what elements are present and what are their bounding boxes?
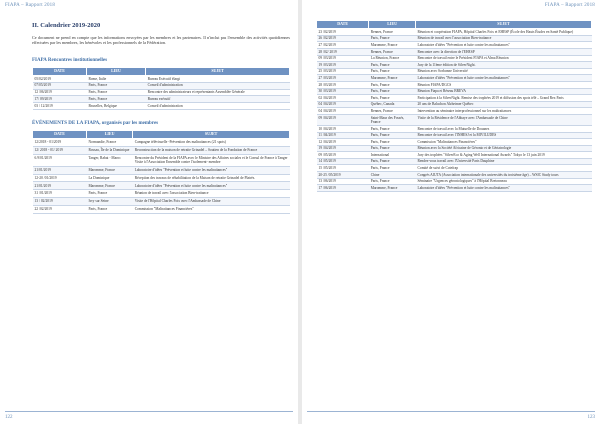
cell-place: Paris, France	[369, 165, 416, 172]
table-row	[33, 96, 290, 103]
cell-place: Paris, France	[369, 95, 416, 102]
table-row	[317, 75, 592, 82]
table-row	[33, 139, 290, 147]
table-row	[33, 174, 290, 182]
cell-place: Paris, France	[369, 125, 416, 132]
table-header-row	[33, 130, 290, 138]
table-row	[317, 114, 592, 125]
table-row	[317, 68, 592, 75]
table-row	[33, 154, 290, 166]
left-page-content	[32, 22, 290, 214]
cell-place: Paris, France	[86, 205, 132, 213]
cell-date: 02 /04/2019	[317, 95, 369, 102]
cell-date: 22 /02/2019	[33, 205, 87, 213]
cell-subject: Rencontre du Président de la FIAPA avec le Ministre des Affaires sociales et le Consul de France à Tanger Visite à l'Association Ensemble contre l'isolement- membre	[133, 154, 290, 166]
cell-date: 09 /04/2019	[317, 114, 369, 125]
cell-date: 27 /02/2019	[317, 42, 369, 49]
table-row	[317, 125, 592, 132]
cell-date: 05/02/2019	[33, 76, 87, 83]
table-row	[317, 165, 592, 172]
cell-date: 14 /05/2019	[317, 158, 369, 165]
cell-place: Paris, France	[369, 139, 416, 146]
cell-subject: Jury des trophées "SilverEco & Aging Well International Awards" Tokyo le 13 juin 2019	[416, 152, 592, 159]
cell-date: 12 /06/2019	[33, 89, 87, 96]
column-header-place: LIEU	[86, 130, 132, 138]
cell-date: 30 /03/2019	[317, 88, 369, 95]
cell-place: Tanger, Rabat - Maroc	[86, 154, 132, 166]
cell-place: Paris, France	[369, 62, 416, 69]
cell-subject: Réunion avec Sorbonne Université	[416, 68, 592, 75]
cell-place: Saint-Maur des Fossés, France	[369, 114, 416, 125]
cell-place: La Dominique	[86, 174, 132, 182]
calendar-rows	[317, 29, 592, 192]
cell-subject: Rencontre avec la direction de l'EHESP	[416, 48, 592, 55]
cell-date: 17 /06/2019	[317, 185, 369, 192]
cell-date: 31 /01/2019	[33, 190, 87, 198]
table-row	[317, 35, 592, 42]
cell-date: 07/05/2019	[33, 82, 87, 89]
cell-place: Maromme, France	[369, 185, 416, 192]
cell-subject: Réunion Fiapa et Réseau BREVA	[416, 88, 592, 95]
table-row	[33, 197, 290, 205]
cell-date: 10 /04/2019	[317, 125, 369, 132]
cell-place: Maromme, France	[86, 182, 132, 190]
cell-subject: Réunion de travail avec l'association Bien-traitance	[416, 35, 592, 42]
table-row	[317, 48, 592, 55]
right-page	[302, 0, 600, 424]
institutional-heading: FIAPA Rencontres institutionnelles	[32, 57, 108, 63]
cell-date: 11 /04/2019	[317, 132, 369, 139]
right-page-content	[316, 20, 592, 192]
running-header: FIAPA – Rapport 2018	[5, 3, 56, 8]
column-header-date: DATE	[317, 21, 369, 29]
table-row	[317, 178, 592, 185]
cell-place: Chine	[369, 172, 416, 179]
cell-subject: Bureau Exécutif élargi	[146, 76, 290, 83]
events-table	[32, 130, 290, 214]
cell-subject: Rencontre des administrateurs et représentants Assemblée Générale	[146, 89, 290, 96]
table-row	[33, 205, 290, 213]
table-row	[317, 42, 592, 49]
cell-subject: Rendez-vous travail avec l'Université Paris Dauphine	[416, 158, 592, 165]
table-row	[317, 145, 592, 152]
table-row	[33, 182, 290, 190]
table-row	[33, 76, 290, 83]
events-heading: ÉVÉNEMENTS DE LA FIAPA, organisés par les membres	[32, 120, 159, 126]
institutional-table	[32, 67, 290, 110]
table-row	[317, 132, 592, 139]
cell-subject: Congrès AIUTA (Association internationale des universités du troisième âge) – WSIC Study tours	[416, 172, 592, 179]
cell-subject: Réunion FIAPA/DGCS	[416, 81, 592, 88]
cell-subject: Rencontre de travail entre le Président FIAPA et Alma Réunion	[416, 55, 592, 62]
cell-date: 12-20 /01/2019	[33, 174, 87, 182]
intro-paragraph: Ce document ne prend en compte que les informations envoyées par les membres et les partenaires. Il n'inclut pas l'ensemble des activités quotidiennes effectuées par les membres, les bénévoles et les professionnels de la Fédération.	[32, 35, 290, 46]
column-header-place: LIEU	[86, 67, 145, 75]
cell-date: 26 /02/2019	[317, 35, 369, 42]
footer-rule	[5, 411, 293, 412]
column-header-subject: SUJET	[146, 67, 290, 75]
cell-date: 15 /05/2019	[317, 165, 369, 172]
cell-place: Normandie, France	[86, 139, 132, 147]
cell-subject: 20 ans de Baluchon Alzheimer Québec	[416, 101, 592, 108]
table-header-row	[317, 21, 592, 29]
cell-date: 28 /03/2019	[317, 81, 369, 88]
cell-place: Québec, Canada	[369, 101, 416, 108]
column-header-date: DATE	[33, 130, 87, 138]
cell-date: 13 / 02/2019	[33, 197, 87, 205]
table-row	[33, 89, 290, 96]
footer-rule	[307, 411, 595, 412]
cell-subject: Visite de l'Hôpital Charles Foix avec l'Ambassade de Chine	[133, 197, 290, 205]
column-header-place: LIEU	[369, 21, 416, 29]
institutional-rows	[33, 76, 290, 110]
cell-date: 12/2018 - 01/2019	[33, 139, 87, 147]
cell-date: 03 / 12/2019	[33, 103, 87, 110]
cell-subject: Visite de la Résidence de l'Abbaye avec l'Ambassade de Chine	[416, 114, 592, 125]
running-header: FIAPA – Rapport 2018	[544, 3, 595, 8]
cell-date: 28 /02/ 2019	[317, 48, 369, 55]
cell-subject: Séminaire "Urgences gérontologiques" à l'Hôpital Bretonneau	[416, 178, 592, 185]
table-row	[317, 81, 592, 88]
table-row	[33, 190, 290, 198]
cell-place: Paris, France	[369, 88, 416, 95]
events-rows	[33, 139, 290, 213]
cell-subject: Rencontre de travail avec la Mutuelle de Douanes	[416, 125, 592, 132]
cell-subject: Reconstruction de la maison de retraite Grinadel – Soutien de la Fondation de France	[133, 146, 290, 154]
cell-place: Paris, France	[369, 145, 416, 152]
cell-date: 20-25 /05/2019	[317, 172, 369, 179]
cell-place: International	[369, 152, 416, 159]
left-page	[0, 0, 298, 424]
cell-place: Paris, France	[369, 178, 416, 185]
cell-date: 04 /04/2019	[317, 108, 369, 115]
column-header-subject: SUJET	[133, 130, 290, 138]
cell-subject: Participation à la SilverNight. Remise des trophées 2019 et diffusion des spots télé – Grand Rex Paris	[416, 95, 592, 102]
cell-subject: Réunion de travail avec l'association Bien-traitance	[133, 190, 290, 198]
cell-place: Paris, France	[369, 81, 416, 88]
section-title: II. Calendrier 2019-2020	[32, 22, 101, 29]
cell-subject: Comité de suivi de Cotefrap	[416, 165, 592, 172]
cell-subject: Conseil d'administration	[146, 82, 290, 89]
cell-subject: Commission "Maltraitances Financières"	[133, 205, 290, 213]
cell-date: 19 /03/2019	[317, 62, 369, 69]
page-number: 123	[587, 415, 595, 420]
cell-subject: Bureau exécutif	[146, 96, 290, 103]
table-header-row	[33, 67, 290, 75]
table-row	[317, 139, 592, 146]
page-number: 122	[5, 415, 13, 420]
cell-subject: Réunion et coopération FIAPA, Hôpital Charles Foix et EHESP (École des Hauts Études en Santé Publique)	[416, 29, 592, 36]
cell-date: 23 /02/2019	[317, 29, 369, 36]
cell-place: Paris, France	[369, 35, 416, 42]
cell-place: Paris, France	[86, 96, 145, 103]
cell-place: Maromme, France	[369, 75, 416, 82]
table-row	[317, 29, 592, 36]
cell-place: Paris, France	[369, 132, 416, 139]
cell-date: 09 /03/2019	[317, 55, 369, 62]
table-row	[317, 152, 592, 159]
cell-subject: Réception des travaux de réhabilitation de la Maison de retraite Grinadel de Platrès.	[133, 174, 290, 182]
cell-date: 12/ 2018 - 01/ 2019	[33, 146, 87, 154]
table-row	[317, 62, 592, 69]
cell-place: La Réunion, France	[369, 55, 416, 62]
table-row	[317, 185, 592, 192]
cell-place: Paris, France	[86, 190, 132, 198]
cell-date: 6.9/01/2019	[33, 154, 87, 166]
cell-place: Paris, France	[369, 68, 416, 75]
cell-place: Paris, France	[86, 82, 145, 89]
table-row	[33, 103, 290, 110]
cell-place: Paris, France	[86, 89, 145, 96]
cell-subject: Conseil d'administration	[146, 103, 290, 110]
cell-date: 19 /04/2019	[317, 145, 369, 152]
table-row	[317, 88, 592, 95]
cell-subject: Intervention au séminaire interprofessionnel sur les maltraitances	[416, 108, 592, 115]
cell-subject: Laboratoire d'idées "Prévention et lutte contre les maltraitances"	[133, 166, 290, 174]
table-row	[317, 172, 592, 179]
cell-subject: Laboratoire d'idées "Prévention et lutte contre les maltraitances"	[133, 182, 290, 190]
cell-subject: Campagne télévisuelle -Prévention des maltraitances (21 spots)	[133, 139, 290, 147]
table-row	[317, 158, 592, 165]
cell-place: Rennes, France	[369, 48, 416, 55]
cell-date: 25 /03/2019	[317, 68, 369, 75]
cell-date: 27 /03/2019	[317, 75, 369, 82]
cell-subject: Laboratoire d'idées "Prévention et lutte contre les maltraitances"	[416, 185, 592, 192]
column-header-date: DATE	[33, 67, 87, 75]
table-row	[33, 146, 290, 154]
cell-date: 13 /06/2019	[317, 178, 369, 185]
column-header-subject: SUJET	[416, 21, 592, 29]
cell-date: 09 /05/2019	[317, 152, 369, 159]
table-row	[317, 101, 592, 108]
table-row	[33, 166, 290, 174]
cell-date: 12 /04/2019	[317, 139, 369, 146]
cell-subject: Commission "Maltraitances Financières"	[416, 139, 592, 146]
cell-place: Rome, Italie	[86, 76, 145, 83]
cell-place: Rossau, Île de la Dominique	[86, 146, 132, 154]
cell-subject: Laboratoire d'idées "Prévention et lutte contre les maltraitances"	[416, 42, 592, 49]
cell-place: Rennes, France	[369, 108, 416, 115]
table-row	[317, 108, 592, 115]
table-row	[317, 55, 592, 62]
table-row	[317, 95, 592, 102]
table-row	[33, 82, 290, 89]
cell-place: Maromme, France	[369, 42, 416, 49]
cell-place: Paris, France	[369, 158, 416, 165]
cell-place: Rennes, France	[369, 29, 416, 36]
cell-date: 17/ 09/2019	[33, 96, 87, 103]
cell-place: Bruxelles, Belgique	[86, 103, 145, 110]
cell-subject: Rencontre de travail avec l'INHESJ et la MIVILUDES	[416, 132, 592, 139]
cell-date: 04 /04/2019	[317, 101, 369, 108]
cell-place: Ivry sur Seine	[86, 197, 132, 205]
cell-date: 21/01/2019	[33, 166, 87, 174]
cell-subject: Jury de la 11ème édition de SilverNight.	[416, 62, 592, 69]
cell-subject: Laboratoire d'idées "Prévention et lutte contre les maltraitances"	[416, 75, 592, 82]
cell-place: Maromme, France	[86, 166, 132, 174]
calendar-continued-table	[316, 20, 592, 192]
cell-date: 21/01/2019	[33, 182, 87, 190]
cell-subject: Réunion avec la Société Africaine de Géronto et de Gériatrologie	[416, 145, 592, 152]
